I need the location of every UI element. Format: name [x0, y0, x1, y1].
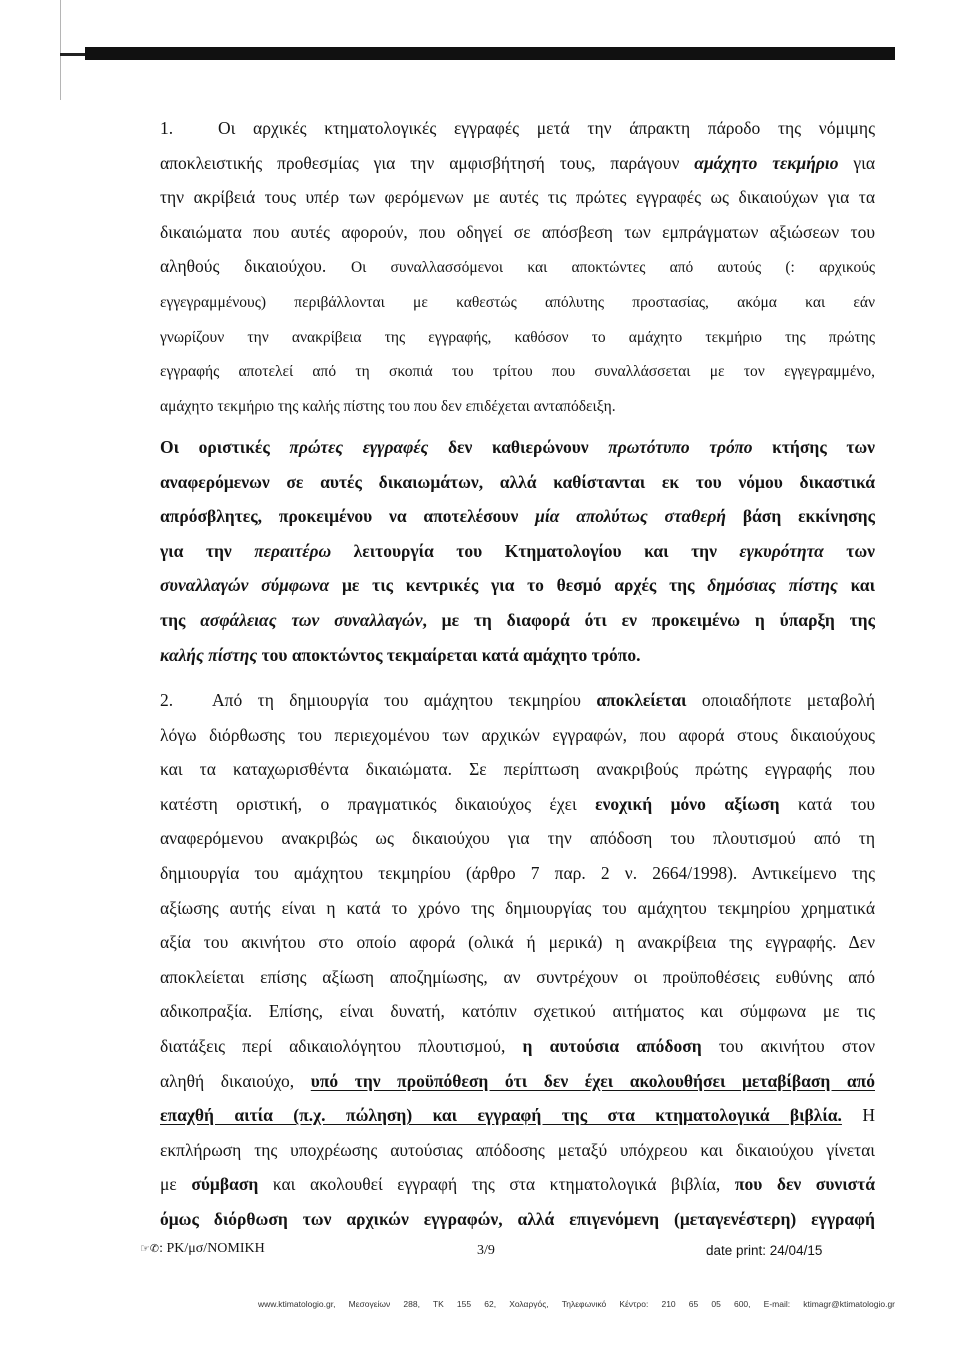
- text-run: αξίωσης αυτής είναι η κατά το χρόνο της δημιουργίας του αμάχητου τεκμηρίου χρηματικά: [160, 897, 875, 918]
- text-run: αμάχητο τεκμήριο: [694, 152, 839, 173]
- text-run: Η: [841, 1105, 875, 1126]
- header-rule: [85, 47, 895, 60]
- text-line: [160, 683, 875, 718]
- paragraph-1: [160, 111, 875, 422]
- text-run: υπό την προϋπόθεση ότι δεν έχει ακολουθήσει μεταβίβαση από: [310, 1070, 875, 1091]
- text-run: του ακινήτου στον: [701, 1035, 875, 1056]
- phone-icon: [140, 1241, 159, 1256]
- text-run: βάση εκκίνησης: [726, 506, 875, 527]
- text-line: [160, 638, 875, 673]
- text-run: δημόσιας πίστης: [707, 575, 838, 596]
- text-run: πρωτότυπο τρόπο: [608, 437, 753, 457]
- text-run: αποκλειστικής προθεσμίας για την αμφισβήτησή τους, παράγουν: [160, 152, 695, 173]
- text-run: με: [160, 1174, 192, 1195]
- text-line: [160, 353, 875, 388]
- footer-reference-text: : ΡΚ/μσ/ΝΟΜΙΚΗ: [159, 1241, 265, 1256]
- text-run: διατάξεις περί αδικαιολόγητου πλουτισμού,: [160, 1035, 523, 1056]
- text-run: συναλλαγών σύμφωνα: [160, 575, 330, 596]
- text-run: που δεν συνιστά: [734, 1174, 875, 1195]
- text-run: Οι αρχικές κτηματολογικές εγγραφές μετά την άπρακτη πάροδο της νόμιμης: [218, 118, 875, 138]
- text-run: επαχθή αιτία (π.χ. πώληση) και εγγραφή της στα κτηματολογικά βιβλία.: [160, 1105, 842, 1126]
- text-line: [160, 787, 875, 822]
- text-line: [160, 1202, 875, 1237]
- text-run: αποκλείεται: [596, 690, 687, 710]
- date-print: date print: 24/04/15: [706, 1243, 823, 1258]
- text-run: την ακρίβειά τους υπέρ των φερόμενων με αυτές τις πρώτες εγγραφές ως δικαιούχων για τα: [160, 187, 875, 208]
- scan-edge-line: [60, 0, 61, 100]
- text-run: αναφερόμενου ανακριβώς ως δικαιούχου για την απόδοση του πλουτισμού από τη: [160, 828, 875, 849]
- text-run: και: [837, 575, 875, 596]
- text-run: Οι οριστικές: [160, 437, 290, 457]
- text-run: δημιουργία του αμάχητου τεκμηρίου (άρθρο 7 παρ. 2 ν. 2664/1998). Αντικείμενο της: [160, 862, 875, 883]
- text-run: κτήσης των: [752, 437, 875, 457]
- text-run: εγγεγραμμένους) περιβάλλονται με καθεστώς απόλυτης προστασίας, ακόμα και εάν: [160, 293, 875, 311]
- text-run: απρόσβλητες, προκειμένου να αποτελέσουν: [160, 506, 536, 527]
- text-run: για την: [160, 540, 255, 561]
- text-run: αμάχητο τεκμήριο της καλής πίστης του που δεν επιδέχεται ανταπόδειξη.: [160, 397, 616, 415]
- text-run: του αποκτώντος τεκμαίρεται κατά αμάχητο τρόπο.: [257, 644, 641, 665]
- text-run: αποκλείεται επίσης αξίωση αποζημίωσης, αν συντρέχουν οι προϋποθέσεις ευθύνης από: [160, 966, 875, 987]
- text-run: γνωρίζουν την ανακρίβεια της εγγραφής, καθόσον το αμάχητο τεκμήριο της πρώτης: [160, 328, 875, 346]
- text-run: εκπλήρωση της υποχρέωσης αυτούσιας απόδοσης μεταξύ υπόχρεου και δικαιούχου γίνεται: [160, 1139, 875, 1160]
- text-line: [160, 534, 875, 569]
- text-run: μία απολύτως σταθερή: [535, 506, 727, 527]
- text-run: η αυτούσια απόδοση: [522, 1035, 702, 1056]
- text-line: [160, 1029, 875, 1064]
- text-run: ασφάλειας των συναλλαγών: [200, 609, 423, 630]
- text-line: [160, 388, 875, 423]
- text-run: Από τη δημιουργία του αμάχητου τεκμηρίου: [212, 690, 597, 710]
- text-run: αληθούς δικαιούχου.: [160, 256, 351, 277]
- text-run: πρώτες εγγραφές: [289, 437, 429, 457]
- text-run: εγκυρότητα: [739, 540, 824, 561]
- text-run: δεν καθιερώνουν: [428, 437, 609, 457]
- text-run: λειτουργία του Κτηματολογίου και την: [331, 540, 740, 561]
- text-run: και ακολουθεί εγγραφή της στα κτηματολογικά βιβλία,: [258, 1174, 735, 1195]
- text-run: για: [838, 152, 875, 173]
- text-run: περαιτέρω: [254, 540, 332, 561]
- paragraph-bold-summary: [160, 430, 875, 672]
- text-run: κατά του: [779, 793, 875, 814]
- text-run: της: [160, 609, 201, 630]
- text-line: [160, 603, 875, 638]
- text-line: [160, 319, 875, 354]
- text-run: κατέστη οριστική, ο πραγματικός δικαιούχος έχει: [160, 793, 596, 814]
- text-line: [160, 891, 875, 926]
- paragraph-2: [160, 683, 875, 1237]
- text-run: αναφερόμενων σε αυτές δικαιωμάτων, αλλά καθίστανται εκ του νόμου δικαστικά: [160, 471, 875, 492]
- text-run: δικαιώματα που αυτές αφορούν, που οδηγεί σε απόσβεση των εμπράγματων αξιώσεων του: [160, 221, 875, 242]
- text-line: [160, 821, 875, 856]
- text-line: [160, 752, 875, 787]
- text-run: σύμβαση: [191, 1174, 259, 1195]
- text-line: [160, 925, 875, 960]
- text-line: [160, 111, 875, 146]
- text-run: όμως διόρθωση των αρχικών εγγραφών, αλλά επιγενόμενη (μεταγενέστερη) εγγραφή: [160, 1208, 875, 1229]
- text-line: [160, 249, 875, 284]
- text-line: [160, 568, 875, 603]
- text-line: [160, 856, 875, 891]
- text-run: με τις κεντρικές για το θεσμό αρχές της: [329, 575, 708, 596]
- text-line: [160, 994, 875, 1029]
- footer-reference: [140, 1239, 265, 1259]
- text-line: [160, 215, 875, 250]
- text-line: [160, 718, 875, 753]
- paragraph-number: 1.: [160, 118, 174, 138]
- text-line: [160, 499, 875, 534]
- text-run: των: [823, 540, 875, 561]
- text-line: [160, 465, 875, 500]
- text-run: ενοχική μόνο αξίωση: [595, 793, 780, 814]
- text-run: οποιαδήποτε μεταβολή: [686, 690, 875, 710]
- text-run: , με τη διαφορά ότι εν προκειμένω η ύπαρξη της: [422, 609, 875, 630]
- paragraph-number: 2.: [160, 690, 174, 710]
- text-run: και τα καταχωρισθέντα δικαιώματα. Σε περίπτωση ανακριβούς πρώτης εγγραφής που: [160, 759, 875, 780]
- text-line: [160, 180, 875, 215]
- text-run: αδικοπραξία. Επίσης, είναι δυνατή, κατόπιν σχετικού αιτήματος και σύμφωνα με τις: [160, 1001, 875, 1022]
- text-line: [160, 1167, 875, 1202]
- text-run: αληθή δικαιούχο,: [160, 1070, 311, 1091]
- text-line: [160, 146, 875, 181]
- text-line: [160, 1064, 875, 1099]
- text-line: [160, 1133, 875, 1168]
- text-run: λόγω διόρθωσης του περιεχομένου των αρχικών εγγραφών, που αφορά στους δικαιούχους: [160, 724, 875, 745]
- text-run: αξία του ακινήτου στο οποίο αφορά (ολικά ή μερικά) η ανακρίβεια της εγγραφής. Δεν: [160, 932, 875, 953]
- text-run: Οι συναλλασσόμενοι και αποκτώντες από αυτούς (: αρχικούς: [350, 259, 875, 277]
- text-line: [160, 1098, 875, 1133]
- footer-address: www.ktimatologio.gr, Μεσογείων 288, ΤΚ 155 62, Χολαργός, Τηλεφωνικό Κέντρο: 210 65 05 600, E-mail: ktimagr@ktimatologio.gr: [258, 1299, 895, 1309]
- text-line: [160, 284, 875, 319]
- text-line: [160, 960, 875, 995]
- text-line: [160, 430, 875, 465]
- text-run: καλής πίστης: [160, 644, 258, 665]
- page-number: 3/9: [477, 1243, 495, 1258]
- text-run: εγγραφής αποτελεί από τη σκοπιά του τρίτου που συναλλάσσεται με τον εγγεγραμμένο,: [160, 363, 875, 381]
